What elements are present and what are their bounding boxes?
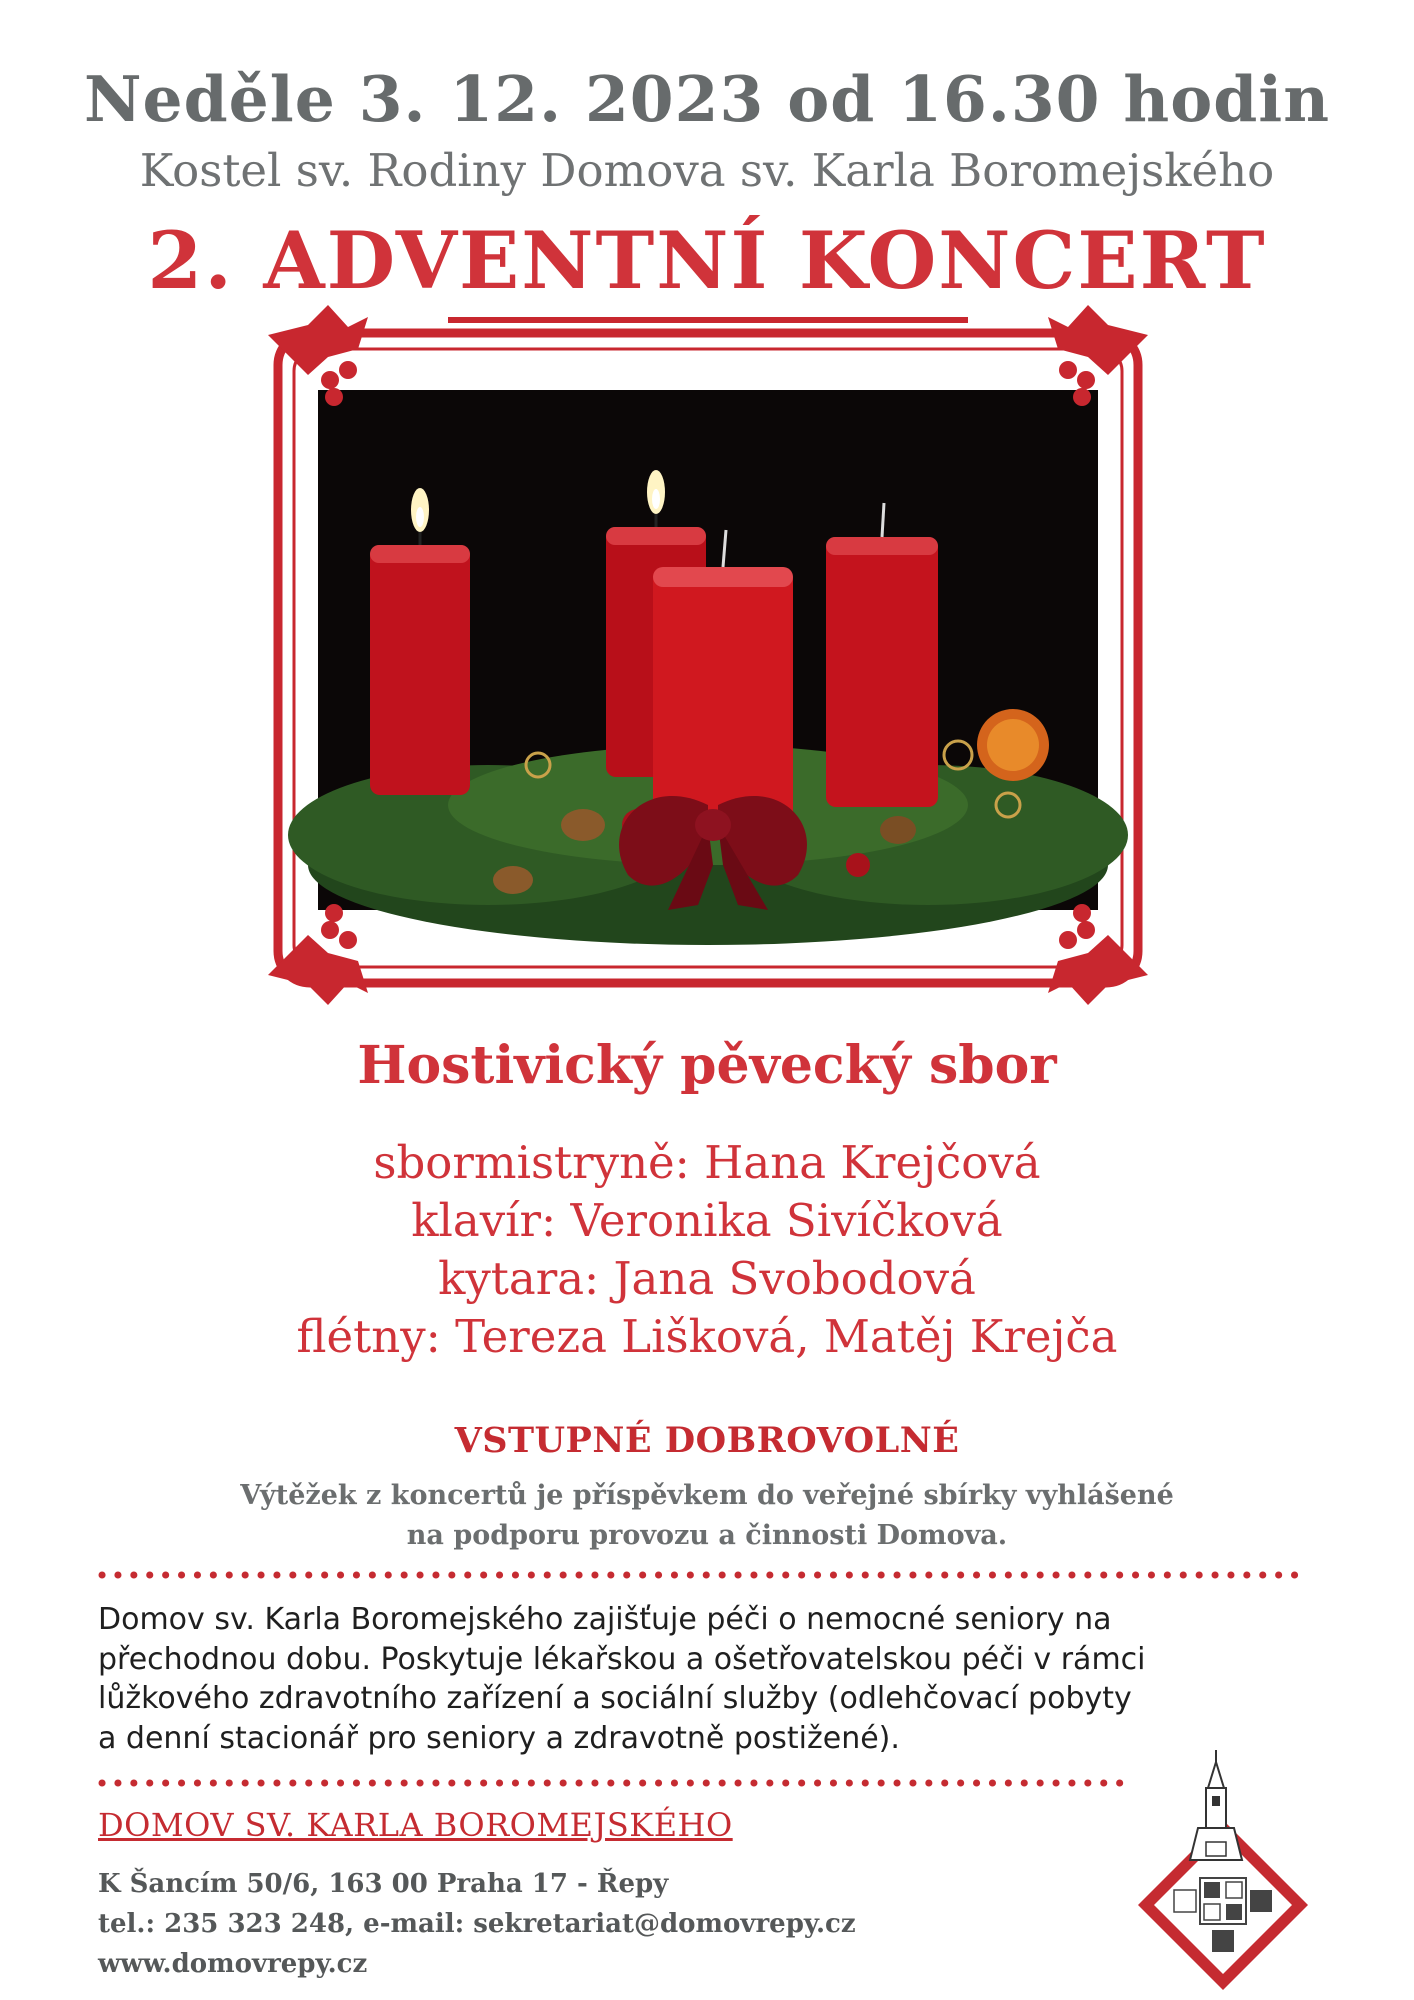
performers-list [0,1134,1414,1366]
admission-note-line: Výtěžek z koncertů je příspěvkem do veřejné sbírky vyhlášené [240,1480,1174,1511]
contact-info [98,1864,856,1984]
concert-title: 2. ADVENTNÍ KONCERT [147,214,1267,307]
admission-note-line: na podporu provozu a činnosti Domova. [406,1520,1008,1551]
holly-corner-bottom-left [268,904,368,1005]
performer-line: kytara: Jana Svobodová [438,1252,976,1305]
event-venue: Kostel sv. Rodiny Domova sv. Karla Boromejského [139,144,1275,197]
organization-name: DOMOV SV. KARLA BOROMEJSKÉHO [98,1806,733,1844]
website-link[interactable]: www.domovrepy.cz [98,1949,368,1979]
performer-line: sbormistryně: Hana Krejčová [373,1136,1041,1189]
address: K Šancím 50/6, 163 00 Praha 17 - Řepy [98,1869,669,1899]
description-line: Domov sv. Karla Boromejského zajišťuje péči o nemocné seniory na [98,1602,1112,1637]
holly-corner-bottom-right [1048,904,1148,1005]
event-date-time: Neděle 3. 12. 2023 od 16.30 hodin [83,62,1331,136]
admission-label: VSTUPNÉ DOBROVOLNÉ [454,1420,960,1461]
holly-frame-with-photo [268,305,1148,1005]
phone-email: tel.: 235 323 248, e-mail: sekretariat@domovrepy.cz [98,1909,856,1939]
dotted-divider [98,1779,1134,1787]
description-line: přechodnou dobu. Poskytuje lékařskou a ošetřovatelskou péči v rámci [98,1641,1146,1677]
advent-wreath-photo [288,390,1128,945]
description-line: a denní stacionář pro seniory a zdravotně postižené). [98,1720,900,1756]
organization-description [98,1600,1308,1758]
performer-line: klavír: Veronika Sivíčková [411,1194,1003,1247]
dotted-divider [98,1571,1314,1579]
admission-note [0,1476,1414,1556]
description-line: lůžkového zdravotního zařízení a sociální služby (odlehčovací pobyty [98,1681,1132,1716]
choir-name: Hostivický pěvecký sbor [357,1035,1057,1096]
domov-logo-church-icon [1128,1750,1318,2000]
performer-line: flétny: Tereza Lišková, Matěj Krejča [296,1310,1118,1363]
